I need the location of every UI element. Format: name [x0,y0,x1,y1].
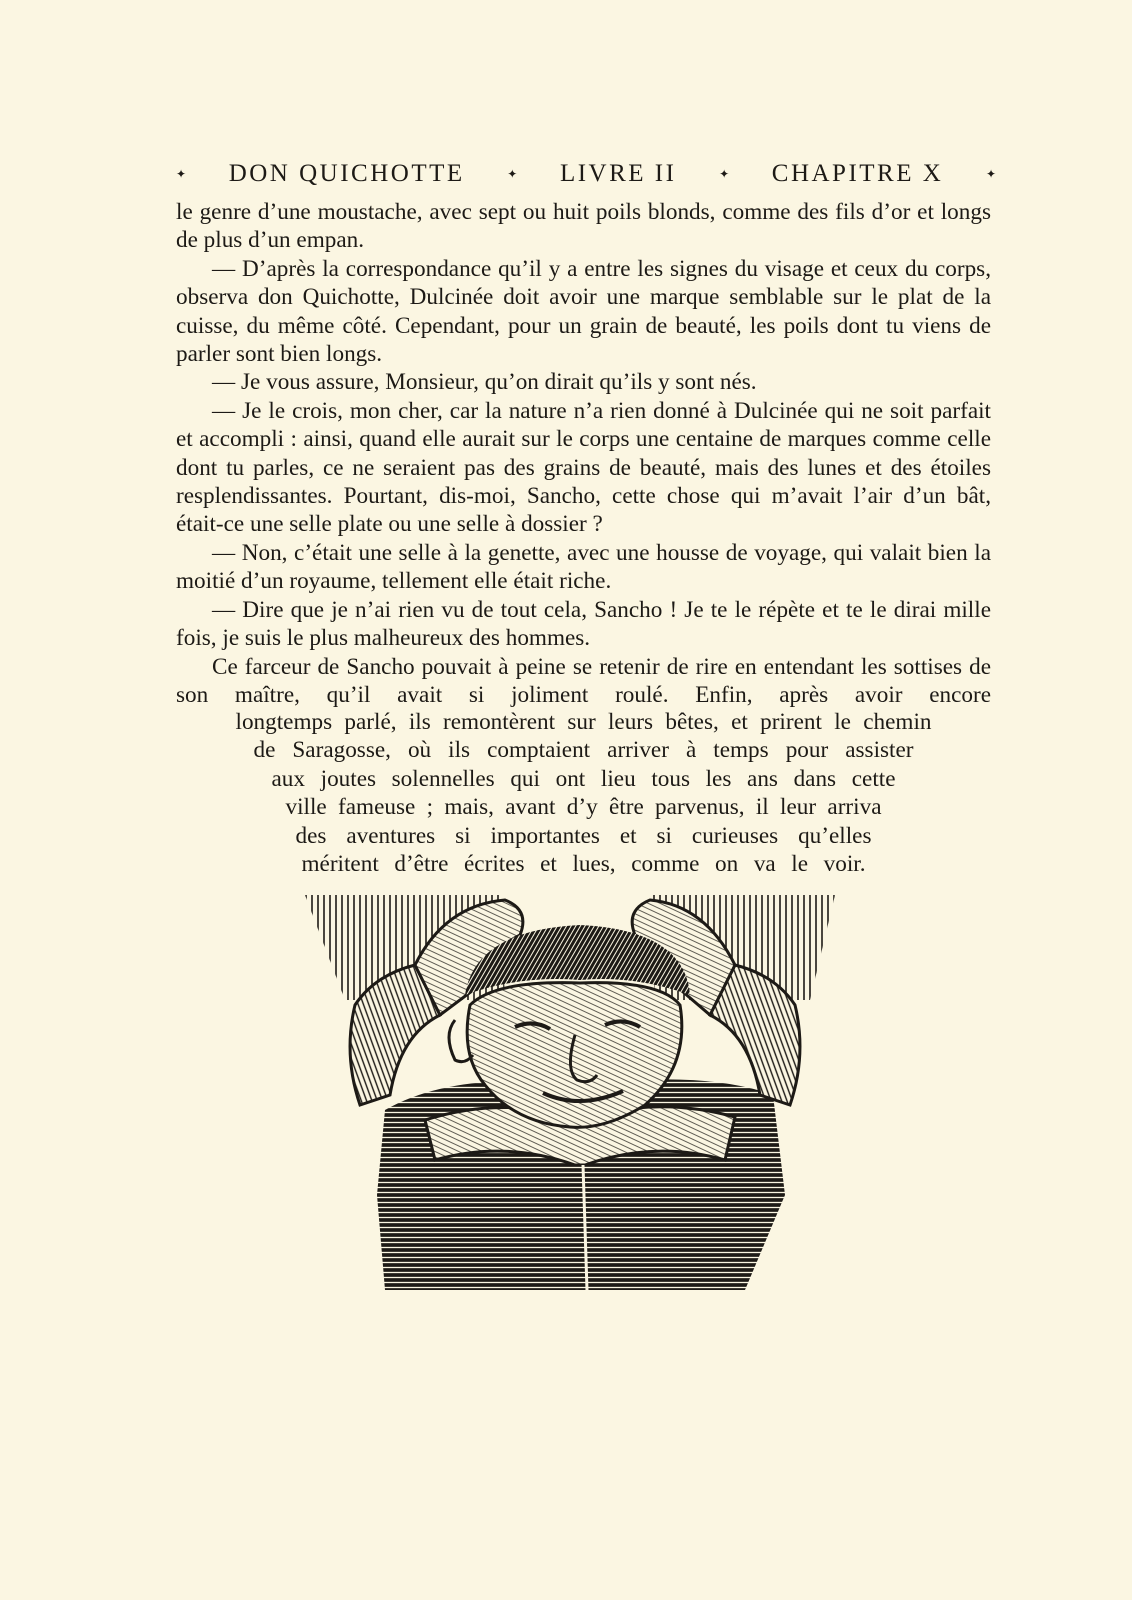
header-ornament-icon: ✦ [176,166,187,181]
tapered-line: ville fameuse ; mais, avant d’y être parvenus, il leur arriva [285,794,882,821]
running-header [176,160,996,188]
tapered-line: aux joutes solennelles qui ont lieu tous les ans dans cette [271,765,896,792]
tapered-line: longtemps parlé, ils remontèrent sur leurs bêtes, et prirent le chemin [235,709,932,735]
header-ornament-icon: ✦ [719,166,730,181]
woodcut-sancho-scratching-head-icon [305,895,855,1305]
paragraph: — Je le crois, mon cher, car la nature n’a rien donné à Dulcinée qui ne soit parfait et accompli : ainsi, quand elle aurait sur le corps une centaine de marques comme celle dont tu parles, ce ne seraient pas des grains de beauté, mais des lunes et des étoiles resplendissantes. Pourtant, dis-moi, Sancho, cette chose qui m’avait l’air d’un bât, était-ce une selle plate ou une selle à dossier ? [176,397,991,538]
body-text [176,198,991,709]
header-ornament-icon: ✦ [507,166,518,181]
tapered-line: de Saragosse, où ils comptaient arriver à temps pour assister [253,737,914,764]
header-title: DON QUICHOTTE [228,160,465,187]
paragraph: le genre d’une moustache, avec sept ou huit poils blonds, comme des fils d’or et longs de plus d’un empan. [176,199,991,254]
paragraph: — Non, c’était une selle à la genette, avec une housse de voyage, qui valait bien la moitié d’un royaume, tellement elle était riche. [176,539,991,595]
header-chapter: CHAPITRE X [771,160,944,187]
paragraph: — Je vous assure, Monsieur, qu’on dirait qu’ils y sont nés. [212,369,757,396]
paragraph: — Dire que je n’ai rien vu de tout cela, Sancho ! Je te le répète et te le dirai mille fois, je suis le plus malheureux des hommes. [176,596,991,652]
tapered-text-block [176,708,991,878]
paragraph: — D’après la correspondance qu’il y a entre les signes du visage et ceux du corps, observa don Quichotte, Dulcinée doit avoir une marque semblable sur le plat de la cuisse, du même côté. Cependant, pour un grain de beauté, les poils dont tu viens de parler sont bien longs. [176,255,991,368]
header-ornament-icon: ✦ [985,166,996,181]
header-book: LIVRE II [559,160,677,187]
paragraph: Ce farceur de Sancho pouvait à peine se retenir de rire en entendant les sottises de son maître, qu’il avait si joliment roulé. Enfin, après avoir encore [176,653,991,708]
tapered-line: des aventures si importantes et si curieuses qu’elles [295,822,872,849]
tapered-line: méritent d’être écrites et lues, comme on va le voir. [301,851,866,878]
